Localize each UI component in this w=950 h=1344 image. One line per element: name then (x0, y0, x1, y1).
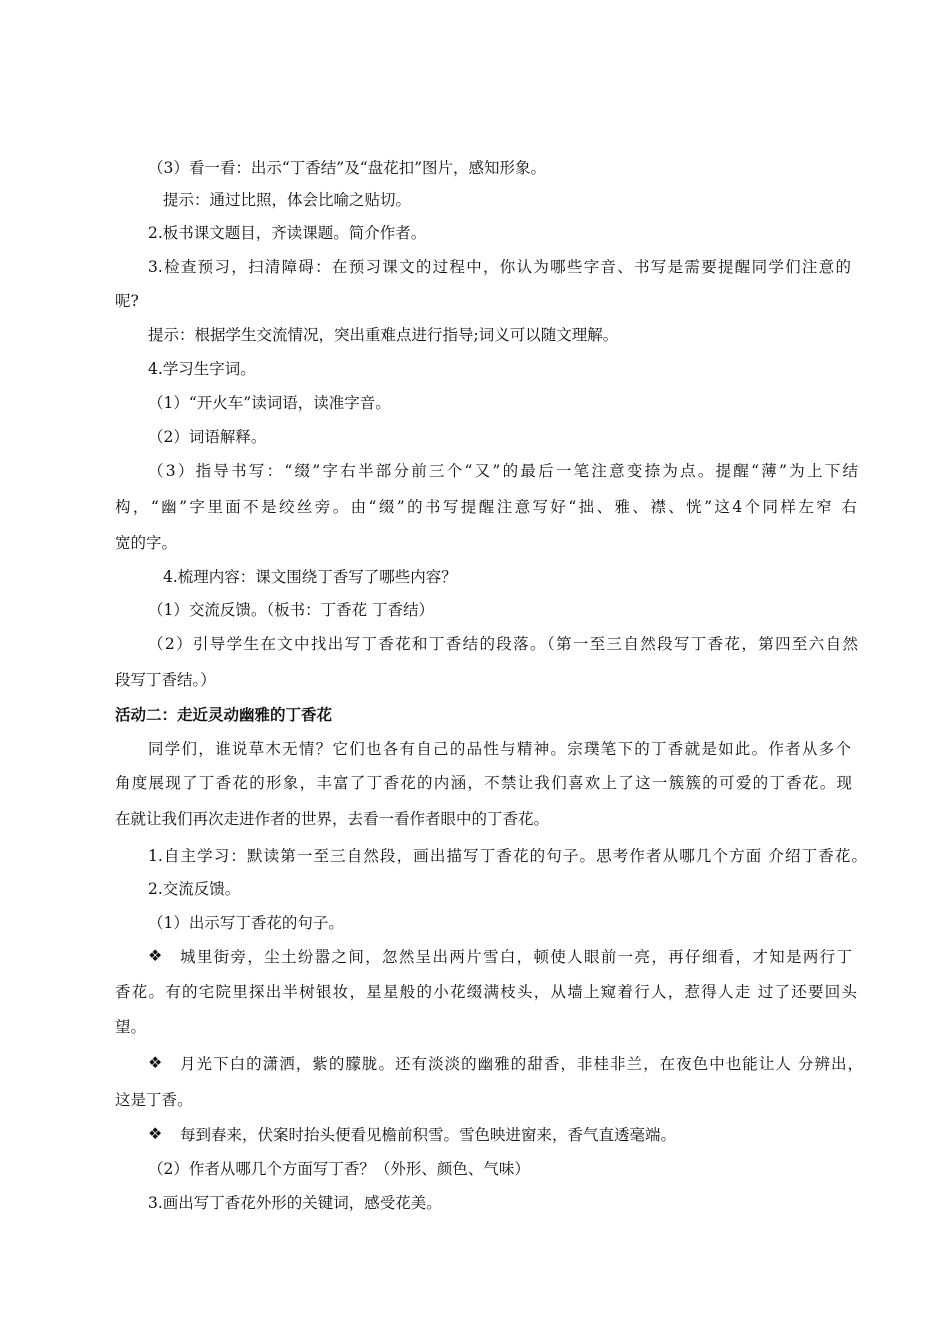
text-line: 提示：通过比照，体会比喻之贴切。 (163, 191, 412, 209)
text-line: （2）作者从哪几个方面写丁香？（外形、颜色、气味） (148, 1160, 530, 1178)
text-line: 香花。有的宅院里探出半树银妆，星星般的小花缀满枝头，从墙上窥着行人，惹得人走 过了还要回头 (115, 983, 857, 1001)
text-line: 3.检查预习，扫清障碍：在预习课文的过程中，你认为哪些字音、书写是需要提醒同学们注意的 (148, 258, 851, 276)
text-line: 每到春来，伏案时抬头便看见檐前积雪。雪色映进窗来，香气直透毫端。 (180, 1126, 677, 1144)
text-line: 这是丁香。 (115, 1091, 193, 1109)
text-line: （2）引导学生在文中找出写丁香花和丁香结的段落。（第一至三自然段写丁香花，第四至六自然 (148, 635, 858, 653)
text-line: 提示：根据学生交流情况，突出重难点进行指导;词义可以随文理解。 (148, 326, 619, 344)
text-line: 角度展现了丁香花的形象，丰富了丁香花的内涵，不禁让我们喜欢上了这一簇簇的可爱的丁香花。现 (115, 774, 852, 792)
text-line: 4.学习生字词。 (148, 360, 256, 378)
text-line: 段写丁香结。） (115, 671, 216, 689)
text-line: 2.交流反馈。 (148, 880, 241, 898)
text-line: 同学们，谁说草木无情？它们也各有自己的品性与精神。宗璞笔下的丁香就是如此。作者从多个 (148, 740, 851, 758)
bullet-icon: ❖ (148, 1124, 163, 1143)
text-line: 2.板书课文题目，齐读课题。简介作者。 (148, 224, 427, 242)
text-line: （3）指导书写：“缀”字右半部分前三个“又”的最后一笔注意变捺为点。提醒“薄”为上下结 (148, 462, 858, 480)
text-line: 月光下白的潇洒，紫的朦胧。还有淡淡的幽雅的甜香，非桂非兰，在夜色中也能让人 分辨出， (180, 1055, 863, 1073)
text-line: 在就让我们再次走进作者的世界，去看一看作者眼中的丁香花。 (115, 810, 550, 828)
text-line: 呢? (115, 292, 139, 310)
text-line: （1）交流反馈。（板书：丁香花 丁香结） (148, 601, 435, 619)
text-line: （1）出示写丁香花的句子。 (148, 914, 344, 932)
text-line: （1）“开火车”读词语，读准字音。 (148, 394, 391, 412)
section-heading: 活动二：走近灵动幽雅的丁香花 (115, 706, 333, 724)
text-line: 城里街旁，尘土纷嚣之间，忽然呈出两片雪白，顿使人眼前一亮，再仔细看，才知是两行丁 (180, 948, 852, 966)
text-line: 3.画出写丁香花外形的关键词，感受花美。 (148, 1194, 442, 1212)
text-line: 望。 (115, 1018, 147, 1036)
bullet-icon: ❖ (148, 1053, 163, 1072)
text-line: 4.梳理内容：课文围绕丁香写了哪些内容？ (163, 568, 457, 586)
text-line: （2）词语解释。 (148, 428, 267, 446)
text-line: 构，“幽”字里面不是绞丝旁。由“缀”的书写提醒注意写好“拙、雅、襟、恍”这4个同样左窄 右 (115, 498, 857, 516)
text-line: （3）看一看：出示“丁香结”及“盘花扣”图片，感知形象。 (148, 159, 547, 177)
text-line: 宽的字。 (115, 534, 178, 552)
bullet-icon: ❖ (148, 946, 163, 965)
text-line: 1.自主学习：默读第一至三自然段，画出描写丁香花的句子。思考作者从哪几个方面 介绍丁香花。 (148, 847, 867, 865)
